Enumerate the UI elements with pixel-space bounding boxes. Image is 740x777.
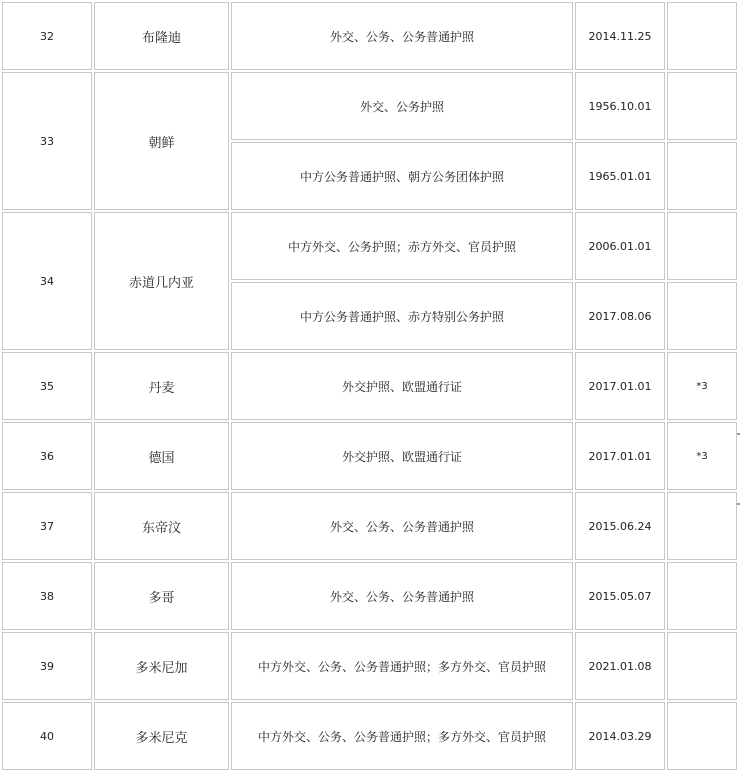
country-name-cell: 东帝汶 [94, 492, 229, 560]
effective-date-cell: 2017.08.06 [575, 282, 665, 350]
country-name-cell: 德国 [94, 422, 229, 490]
passport-type-cell: 外交护照、欧盟通行证 [231, 352, 573, 420]
country-name-cell: 丹麦 [94, 352, 229, 420]
passport-type-cell: 外交、公务、公务普通护照 [231, 2, 573, 70]
country-name-cell: 多哥 [94, 562, 229, 630]
row-number-cell: 38 [2, 562, 92, 630]
remark-cell: *3 [667, 422, 737, 490]
effective-date-cell: 2006.01.01 [575, 212, 665, 280]
remark-cell [667, 492, 737, 560]
effective-date-cell: 2021.01.08 [575, 632, 665, 700]
effective-date-cell: 2017.01.01 [575, 352, 665, 420]
effective-date-cell: 2015.05.07 [575, 562, 665, 630]
passport-type-cell: 外交、公务护照 [231, 72, 573, 140]
country-name-cell: 多米尼克 [94, 702, 229, 770]
remark-cell [667, 282, 737, 350]
effective-date-cell: 2014.03.29 [575, 702, 665, 770]
remark-cell [667, 212, 737, 280]
passport-type-cell: 外交、公务、公务普通护照 [231, 492, 573, 560]
remark-cell [667, 562, 737, 630]
row-number-cell: 34 [2, 212, 92, 350]
row-number-cell: 37 [2, 492, 92, 560]
passport-type-cell: 中方公务普通护照、朝方公务团体护照 [231, 142, 573, 210]
passport-type-cell: 中方外交、公务、公务普通护照；多方外交、官员护照 [231, 632, 573, 700]
row-number-cell: 39 [2, 632, 92, 700]
passport-type-cell: 外交、公务、公务普通护照 [231, 562, 573, 630]
remark-cell [667, 632, 737, 700]
row-number-cell: 36 [2, 422, 92, 490]
country-name-cell: 布隆迪 [94, 2, 229, 70]
effective-date-cell: 2015.06.24 [575, 492, 665, 560]
effective-date-cell: 2014.11.25 [575, 2, 665, 70]
remark-cell [667, 72, 737, 140]
row-number-cell: 32 [2, 2, 92, 70]
remark-cell [667, 142, 737, 210]
row-number-cell: 40 [2, 702, 92, 770]
passport-type-cell: 中方外交、公务、公务普通护照；多方外交、官员护照 [231, 702, 573, 770]
remark-cell [667, 2, 737, 70]
passport-type-cell: 中方公务普通护照、赤方特别公务护照 [231, 282, 573, 350]
effective-date-cell: 1965.01.01 [575, 142, 665, 210]
effective-date-cell: 2017.01.01 [575, 422, 665, 490]
passport-type-cell: 中方外交、公务护照；赤方外交、官员护照 [231, 212, 573, 280]
country-name-cell: 朝鲜 [94, 72, 229, 210]
effective-date-cell: 1956.10.01 [575, 72, 665, 140]
passport-type-cell: 外交护照、欧盟通行证 [231, 422, 573, 490]
row-number-cell: 35 [2, 352, 92, 420]
row-number-cell: 33 [2, 72, 92, 210]
remark-cell: *3 [667, 352, 737, 420]
remark-cell [667, 702, 737, 770]
country-name-cell: 赤道几内亚 [94, 212, 229, 350]
country-name-cell: 多米尼加 [94, 632, 229, 700]
